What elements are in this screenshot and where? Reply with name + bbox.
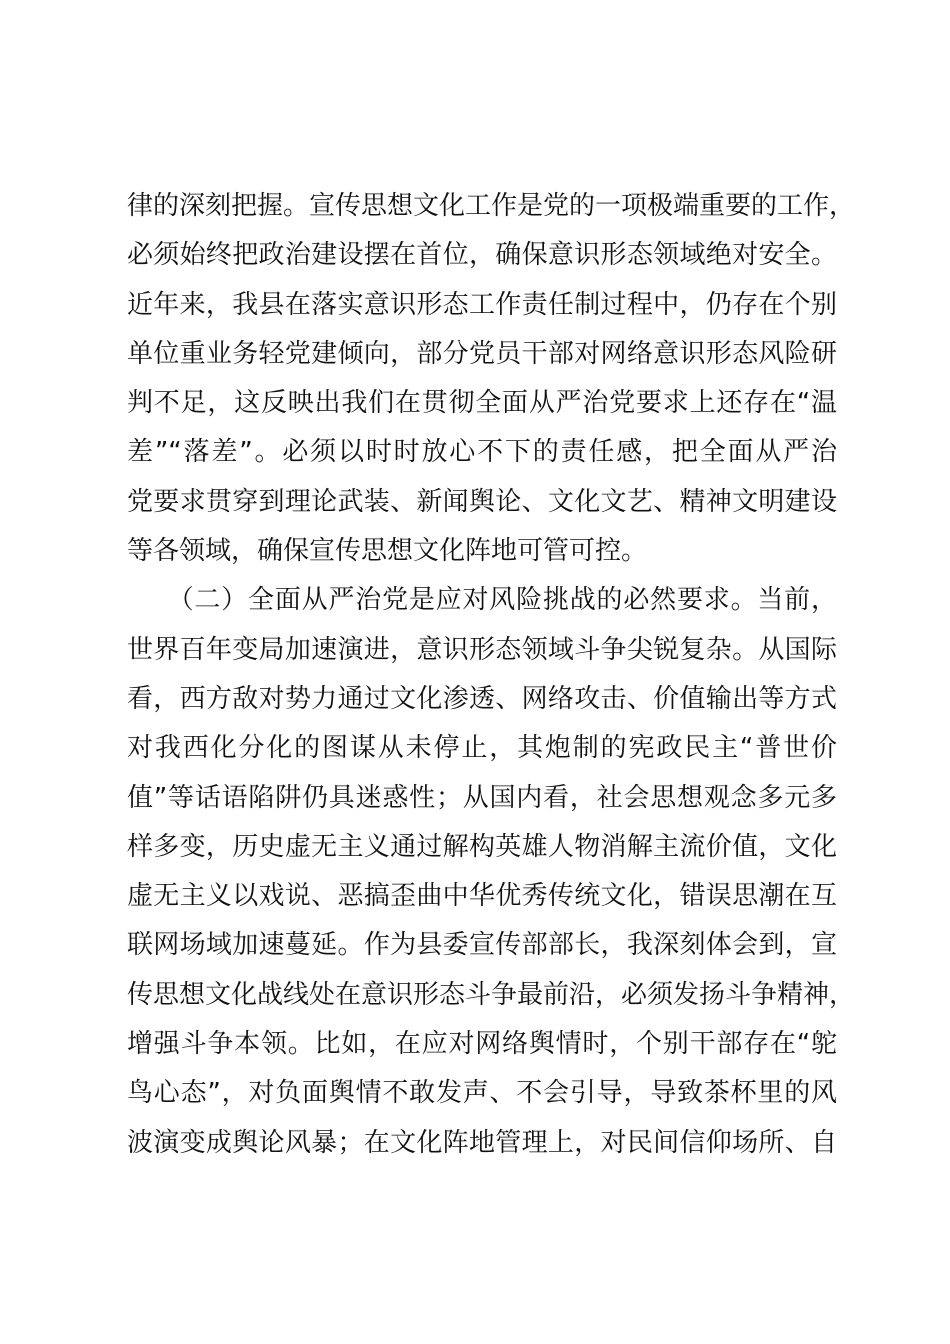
text-line: 对我西化分化的图谋从未停止，其炮制的宪政民主“普世价	[127, 733, 837, 764]
text-line: 党要求贯穿到理论武装、新闻舆论、文化文艺、精神文明建设	[127, 486, 837, 517]
text-line: 等各领域，确保宣传思想文化阵地可管可控。	[127, 536, 648, 567]
text-line: 判不足，这反映出我们在贯彻全面从严治党要求上还存在“温	[127, 388, 837, 419]
text-line: 联网场域加速蔓延。作为县委宣传部部长，我深刻体会到，宣	[127, 930, 837, 961]
text-line: 传思想文化战线处在意识形态斗争最前沿，必须发扬斗争精神，	[127, 979, 856, 1010]
text-line: 值”等话语陷阱仍具迷惑性；从国内看，社会思想观念多元多	[127, 782, 837, 813]
text-line: 单位重业务轻党建倾向，部分党员干部对网络意识形态风险研	[127, 338, 837, 369]
text-line: 世界百年变局加速演进，意识形态领域斗争尖锐复杂。从国际	[127, 634, 837, 665]
text-line: 律的深刻把握。宣传思想文化工作是党的一项极端重要的工作，	[127, 191, 856, 221]
text-line: 近年来，我县在落实意识形态工作责任制过程中，仍存在个别	[127, 289, 837, 320]
text-line: 必须始终把政治建设摆在首位，确保意识形态领域绝对安全。	[127, 240, 837, 271]
body-text	[127, 182, 856, 1168]
text-line: 增强斗争本领。比如，在应对网络舆情时，个别干部存在“鸵	[127, 1029, 837, 1060]
text-line: 看，西方敌对势力通过文化渗透、网络攻击、价值输出等方式	[127, 683, 837, 714]
text-line: 虚无主义以戏说、恶搞歪曲中华优秀传统文化，错误思潮在互	[127, 881, 837, 912]
section-heading-line: （二）全面从严治党是应对风险挑战的必然要求。当前，	[127, 585, 837, 616]
text-line: 鸟心态”，对负面舆情不敢发声、不会引导，导致茶杯里的风	[127, 1078, 837, 1109]
text-line: 差”“落差”。必须以时时放心不下的责任感，把全面从严治	[127, 437, 837, 468]
text-line: 波演变成舆论风暴；在文化阵地管理上，对民间信仰场所、自	[127, 1127, 837, 1158]
text-line: 样多变，历史虚无主义通过解构英雄人物消解主流价值，文化	[127, 831, 837, 862]
